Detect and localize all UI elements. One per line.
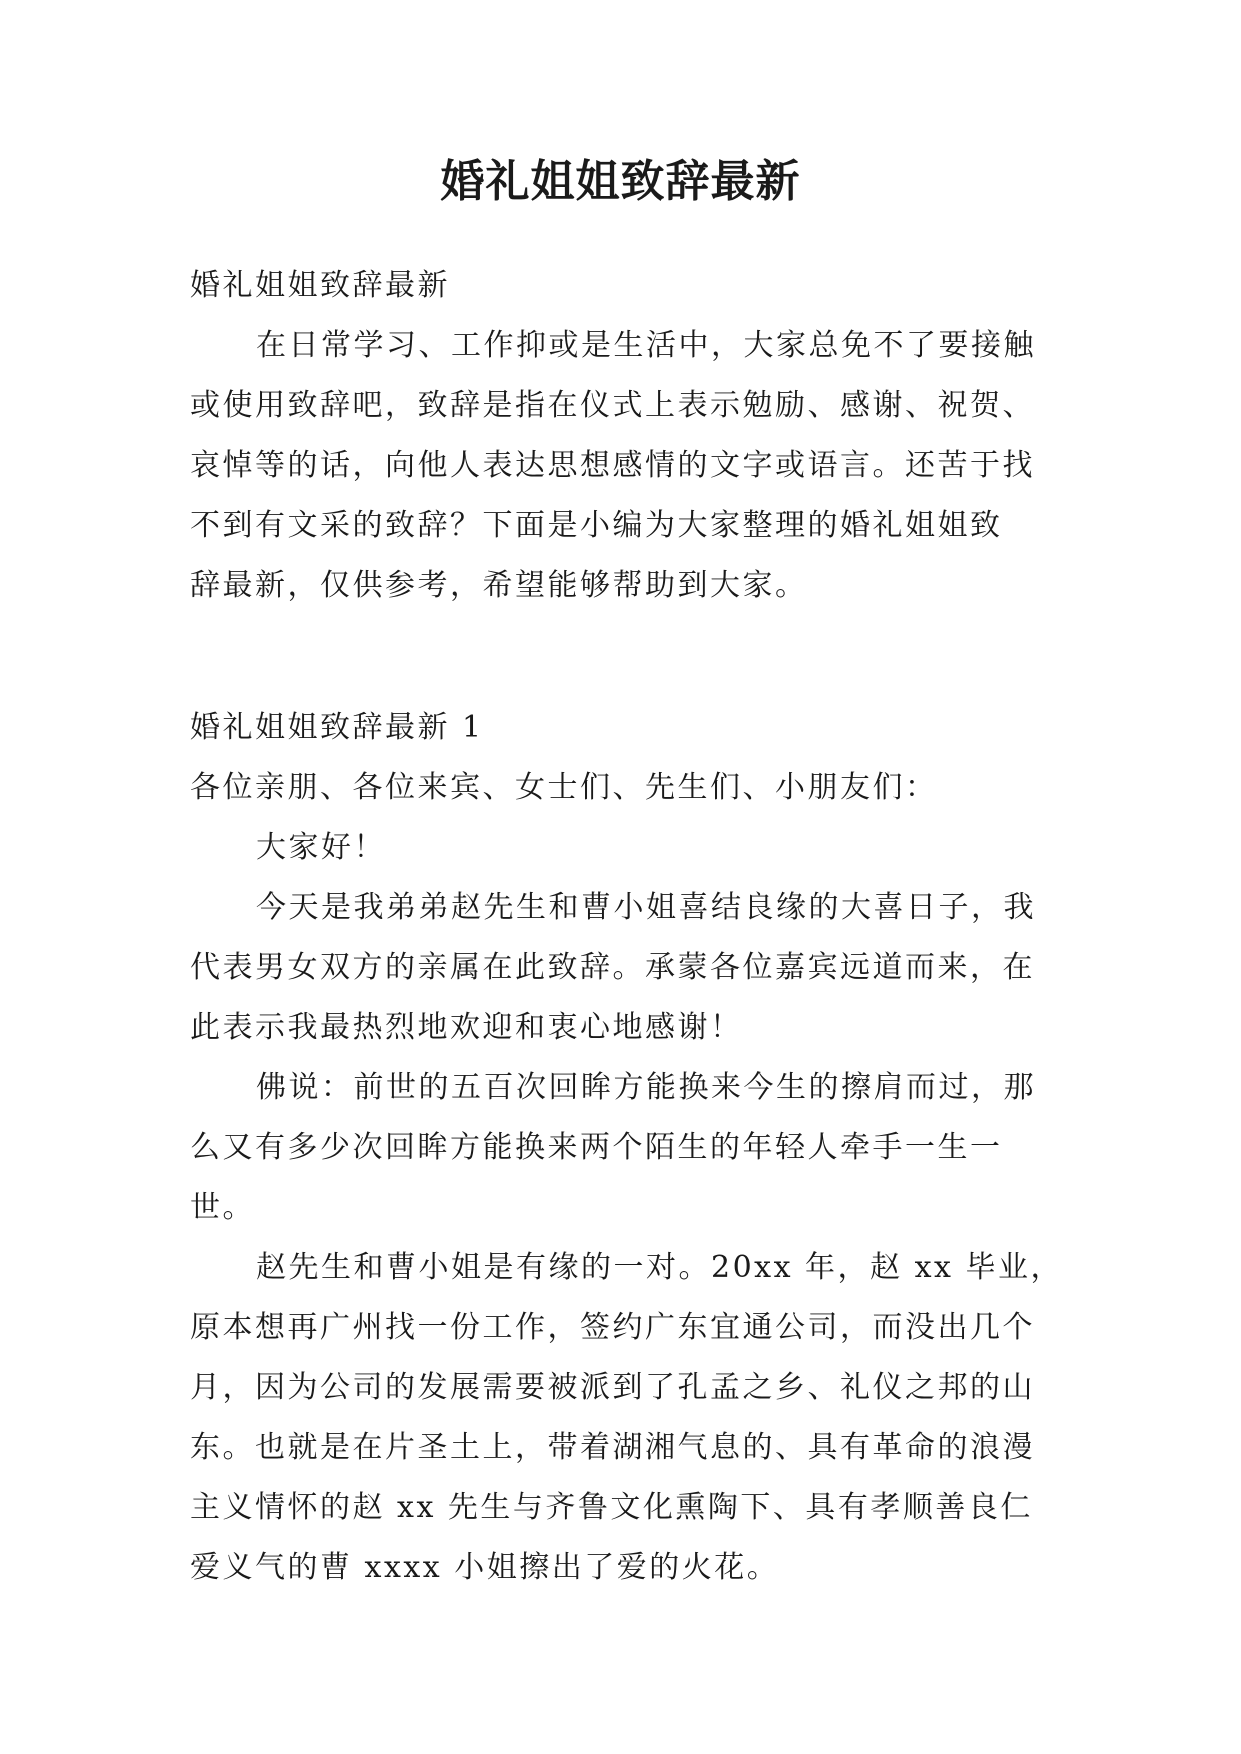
intro-line-1: 在日常学习、工作抑或是生活中，大家总免不了要接触 — [256, 328, 1036, 363]
para3-line-4: 东。也就是在片圣土上，带着湖湘气息的、具有革命的浪漫 — [190, 1430, 1035, 1465]
document-title: 婚礼姐姐致辞最新 — [440, 156, 801, 207]
para1-line-3: 此表示我最热烈地欢迎和衷心地感谢！ — [190, 1010, 743, 1045]
intro-line-4: 不到有文采的致辞？下面是小编为大家整理的婚礼姐姐致 — [190, 508, 1003, 543]
intro-heading: 婚礼姐姐致辞最新 — [190, 268, 450, 303]
para3-line-5: 主义情怀的赵 xx 先生与齐鲁文化熏陶下、具有孝顺善良仁 — [190, 1490, 1033, 1525]
para3-line-3: 月，因为公司的发展需要被派到了孔孟之乡、礼仪之邦的山 — [190, 1370, 1035, 1405]
para2-line-3: 世。 — [190, 1190, 255, 1225]
para3-line-1: 赵先生和曹小姐是有缘的一对。20xx 年，赵 xx 毕业， — [256, 1250, 1063, 1285]
para3-line-2: 原本想再广州找一份工作，签约广东宜通公司，而没出几个 — [190, 1310, 1035, 1345]
intro-line-5: 辞最新，仅供参考，希望能够帮助到大家。 — [190, 568, 808, 603]
salutation: 各位亲朋、各位来宾、女士们、先生们、小朋友们： — [190, 770, 938, 805]
section-1 — [190, 698, 1063, 1598]
intro-section — [190, 256, 1060, 616]
para2-line-1: 佛说：前世的五百次回眸方能换来今生的擦肩而过，那 — [256, 1070, 1036, 1105]
para2-line-2: 么又有多少次回眸方能换来两个陌生的年轻人牵手一生一 — [190, 1130, 1003, 1165]
para1-line-2: 代表男女双方的亲属在此致辞。承蒙各位嘉宾远道而来，在 — [190, 950, 1035, 985]
para1-line-1: 今天是我弟弟赵先生和曹小姐喜结良缘的大喜日子，我 — [256, 890, 1036, 925]
greeting: 大家好！ — [256, 830, 386, 865]
intro-line-3: 哀悼等的话，向他人表达思想感情的文字或语言。还苦于找 — [190, 448, 1035, 483]
intro-line-2: 或使用致辞吧，致辞是指在仪式上表示勉励、感谢、祝贺、 — [190, 388, 1035, 423]
para3-line-6: 爱义气的曹 xxxx 小姐擦出了爱的火花。 — [190, 1550, 780, 1585]
section-1-heading: 婚礼姐姐致辞最新 1 — [190, 710, 484, 745]
